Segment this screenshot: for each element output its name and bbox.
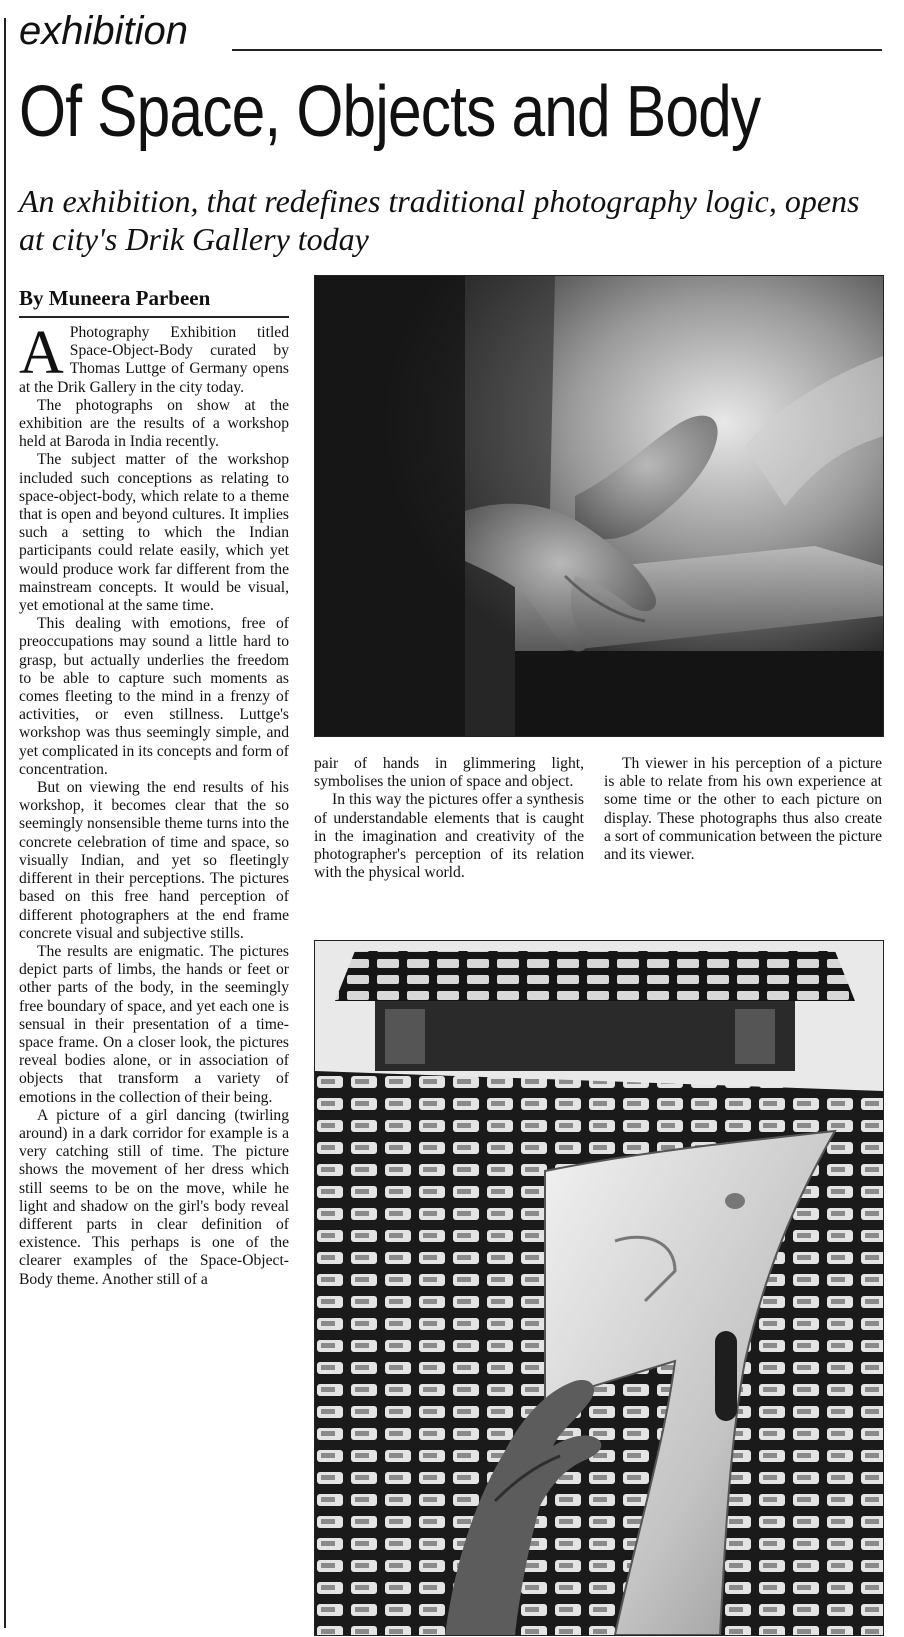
- left-column-rule: [4, 18, 6, 1628]
- photo-hands-in-light: [314, 275, 884, 737]
- headline: Of Space, Objects and Body: [19, 72, 761, 152]
- article-paragraph: A picture of a girl dancing (twirling around) in a dark corridor for example is a very catching still of time. The picture shows the movement of her dress which still seems to be on the move, while he light and shadow on the girl's body reveal different parts in clear definition of existence. This perhaps is one of the clearer examples of the Space-Object-Body theme. Another still of a: [19, 1106, 289, 1288]
- article-paragraph: This dealing with emotions, free of preoccupations may sound a little hard to grasp, but actually underlies the freedom to be able to capture such moments as comes fleeting to the mind in a frenzy of activities, or even stillness. Luttge's workshop was thus seemingly simple, and yet complicated in its concepts and form of concentration.: [19, 615, 289, 778]
- article-paragraph: But on viewing the end results of his workshop, it becomes clear that the so seemingly nonsensible theme turns into the concrete celebration of time and space, so visually Indian, and yet so fleetingly different in their perceptions. The pictures based on this free hand perception of different photographers at the end frame concrete visual and subjective stills.: [19, 779, 289, 942]
- section-label: exhibition: [19, 9, 189, 53]
- paragraph-text: Photography Exhibition titled Space-Object-Body curated by Thomas Luttge of Germany opens at the Drik Gallery in the city today.: [19, 324, 289, 396]
- article-paragraph: The photographs on show at the exhibition are the results of a workshop held at Baroda in India recently.: [19, 396, 289, 451]
- article-paragraph: Th viewer in his perception of a picture is able to relate from his own experience at some time or the other to each picture on display. These photographs thus also create a sort of communication between the picture and its viewer.: [604, 755, 882, 864]
- header-rule: [232, 49, 882, 51]
- photo-roof-and-object: [314, 940, 884, 1636]
- article-paragraph: [19, 319, 289, 397]
- article-paragraph: The results are enigmatic. The pictures depict parts of limbs, the hands or feet or other parts of the body, in the seemingly free boundary of space, and yet each one is sensual in their presentation of a time-space frame. On a closer look, the pictures reveal bodies alone, or in association of objects that transform a variety of emotions in the collection of their being.: [19, 942, 289, 1106]
- article-paragraph: pair of hands in glimmering light, symbolises the union of space and object.: [314, 755, 584, 791]
- article-paragraph: The subject matter of the workshop included such conceptions as relating to space-object-body, which relate to a theme that is open and beyond cultures. It implies such a setting to which the Indian participants could relate easily, which yet would produce work far different from the mainstream concepts. It would be visual, yet emotional at the same time.: [19, 451, 289, 615]
- article-column-middle: [314, 755, 584, 882]
- article-paragraph: In this way the pictures offer a synthesis of understandable elements that is caught in the imagination and creativity of the photographer's perception of its relation with the physical world.: [314, 791, 584, 882]
- byline-rule: [19, 316, 289, 318]
- article-column-left: [19, 319, 289, 1289]
- roof-photo-graphic: [315, 941, 883, 1635]
- byline: By Muneera Parbeen: [19, 286, 211, 310]
- hands-photo-graphic: [315, 276, 883, 736]
- subheadline: An exhibition, that redefines traditional photography logic, opens at city's Drik Gallery today: [19, 183, 860, 257]
- article-column-right: [604, 755, 882, 864]
- drop-cap: A: [19, 319, 64, 387]
